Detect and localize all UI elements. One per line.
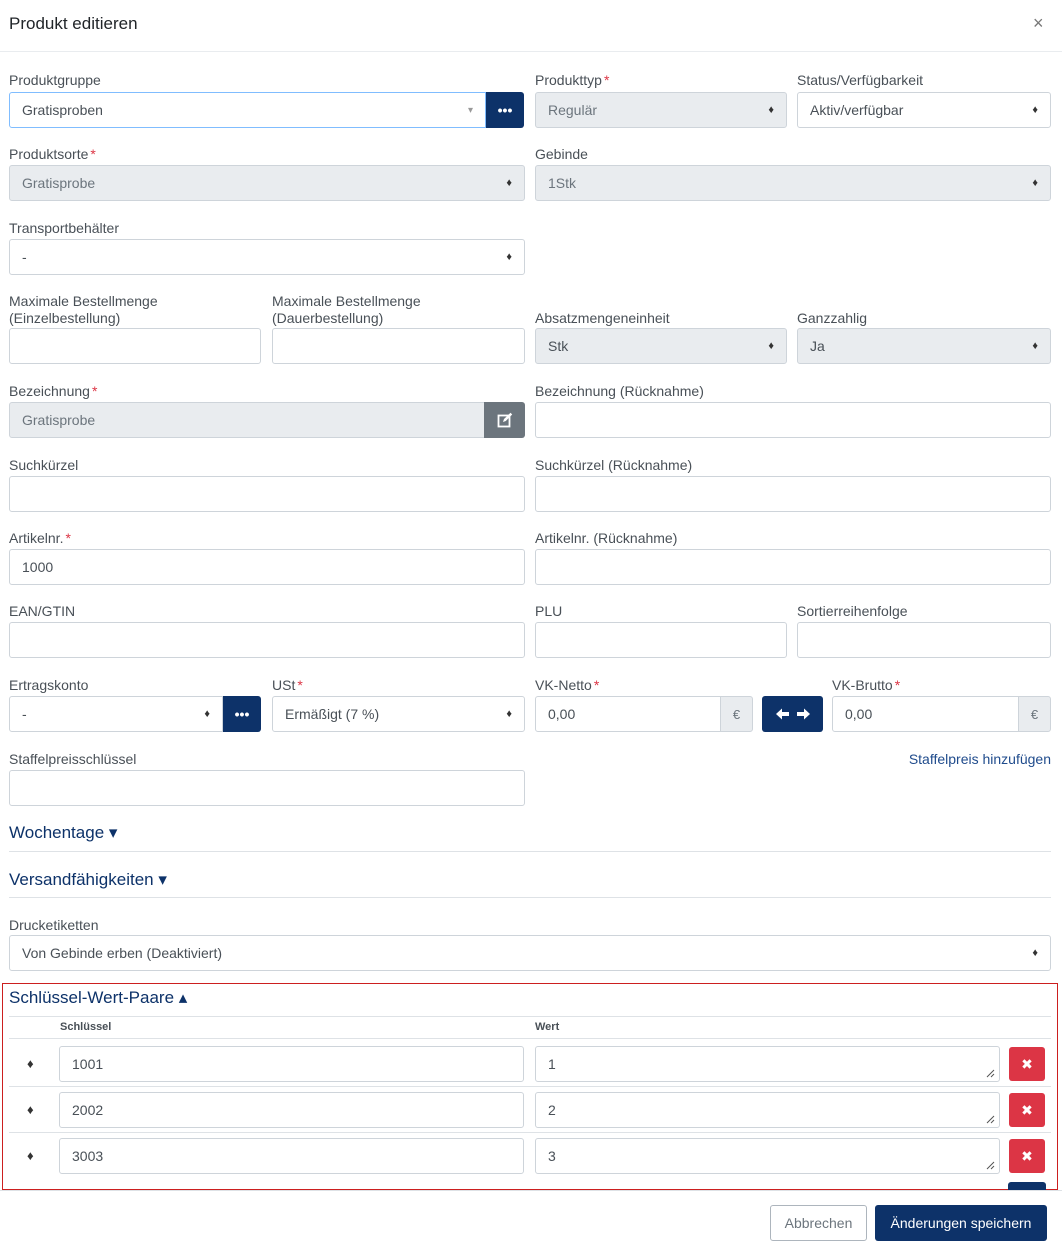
- gebinde-value: 1Stk: [548, 175, 577, 191]
- kv-key-value: 1001: [72, 1056, 104, 1072]
- save-button[interactable]: Änderungen speichern: [875, 1205, 1047, 1241]
- drag-handle-icon[interactable]: ♦: [27, 1148, 34, 1163]
- produkttyp-label: Produkttyp *: [535, 72, 610, 88]
- staffel-label: Staffelpreisschlüssel: [9, 751, 137, 767]
- plu-input[interactable]: [535, 622, 787, 658]
- produkttyp-select[interactable]: [535, 92, 787, 128]
- kv-header-value: Wert: [535, 1021, 560, 1033]
- gebinde-label: Gebinde: [535, 146, 588, 162]
- delete-row-button[interactable]: [1009, 1047, 1045, 1081]
- delete-row-button[interactable]: [1009, 1139, 1045, 1173]
- kv-key-input[interactable]: [59, 1138, 524, 1174]
- produktgruppe-value: Gratisproben: [22, 102, 103, 118]
- delete-row-button[interactable]: [1009, 1093, 1045, 1127]
- resize-handle-icon[interactable]: [986, 1161, 995, 1170]
- resize-handle-icon[interactable]: [986, 1115, 995, 1124]
- transportbehaelter-select[interactable]: [9, 239, 525, 275]
- ertragskonto-select[interactable]: [9, 696, 223, 732]
- suchkuerzel-input[interactable]: [9, 476, 525, 512]
- kv-value-input[interactable]: [535, 1046, 1000, 1082]
- sort-icon: ♦: [768, 104, 774, 116]
- ean-input[interactable]: [9, 622, 525, 658]
- bezeichnung-ruecknahme-input[interactable]: [535, 402, 1051, 438]
- status-select[interactable]: [797, 92, 1051, 128]
- add-row-button[interactable]: [1008, 1182, 1046, 1190]
- kv-value-input[interactable]: [535, 1138, 1000, 1174]
- ust-label: USt *: [272, 677, 303, 693]
- close-icon: ✖: [1021, 1147, 1033, 1164]
- vk-netto-currency: €: [720, 696, 753, 732]
- ganzzahlig-select[interactable]: [797, 328, 1051, 364]
- kv-key-value: 2002: [72, 1102, 104, 1118]
- plu-label: PLU: [535, 603, 563, 619]
- suchkuerzel-ruecknahme-label: Suchkürzel (Rücknahme): [535, 457, 693, 473]
- chevron-down-icon: ▾: [467, 104, 473, 116]
- divider: [9, 1086, 1051, 1087]
- edit-icon: [497, 412, 513, 428]
- ertragskonto-label: Ertragskonto: [9, 677, 89, 693]
- absatzmengeneinheit-value: Stk: [548, 338, 569, 354]
- ust-value: Ermäßigt (7 %): [285, 706, 380, 722]
- absatzmengeneinheit-label: Absatzmengeneinheit: [535, 310, 670, 326]
- ganzzahlig-label: Ganzzahlig: [797, 310, 868, 326]
- kv-key-input[interactable]: [59, 1092, 524, 1128]
- status-label: Status/Verfügbarkeit: [797, 72, 924, 88]
- kv-key-value: 3003: [72, 1148, 104, 1164]
- sortierreihenfolge-label: Sortierreihenfolge: [797, 603, 908, 619]
- sort-icon: ♦: [506, 177, 512, 189]
- staffelpreis-hinzufuegen-link[interactable]: Staffelpreis hinzufügen: [908, 751, 1051, 767]
- convert-price-button[interactable]: [762, 696, 823, 732]
- sortierreihenfolge-input[interactable]: [797, 622, 1051, 658]
- vk-brutto-value: 0,00: [845, 706, 873, 722]
- resize-handle-icon[interactable]: [986, 1069, 995, 1078]
- transportbehaelter-label: Transportbehälter: [9, 220, 119, 236]
- bezeichnung-ruecknahme-label: Bezeichnung (Rücknahme): [535, 383, 704, 399]
- kv-toggle[interactable]: Schlüssel-Wert-Paare ▴: [9, 988, 188, 1007]
- close-icon: ✖: [1021, 1101, 1033, 1118]
- suchkuerzel-label: Suchkürzel: [9, 457, 79, 473]
- produktgruppe-label: Produktgruppe: [9, 72, 101, 88]
- footer-divider: [0, 1190, 1062, 1191]
- artikelnr-value: 1000: [22, 559, 54, 575]
- vk-brutto-input[interactable]: [832, 696, 1019, 732]
- artikelnr-input[interactable]: [9, 549, 525, 585]
- staffel-input[interactable]: [9, 770, 525, 806]
- kv-value-value: 3: [548, 1148, 556, 1164]
- max-dauer-input[interactable]: [272, 328, 525, 364]
- status-value: Aktiv/verfügbar: [810, 102, 904, 118]
- divider: [9, 897, 1051, 898]
- divider: [9, 1132, 1051, 1133]
- bezeichnung-value: Gratisprobe: [22, 412, 96, 428]
- drucketiketten-select[interactable]: [9, 935, 1051, 971]
- ust-select[interactable]: [272, 696, 525, 732]
- max-dauer-label: Maximale Bestellmenge (Dauerbestellung): [272, 293, 421, 326]
- divider: [9, 1038, 1051, 1039]
- kv-key-input[interactable]: [59, 1046, 524, 1082]
- bezeichnung-label: Bezeichnung *: [9, 383, 98, 399]
- vk-netto-input[interactable]: [535, 696, 721, 732]
- absatzmengeneinheit-select[interactable]: [535, 328, 787, 364]
- bezeichnung-input[interactable]: [9, 402, 485, 438]
- sort-icon: ♦: [1032, 104, 1038, 116]
- drucketiketten-value: Von Gebinde erben (Deaktiviert): [22, 945, 222, 961]
- vk-brutto-currency: €: [1018, 696, 1051, 732]
- vk-netto-label: VK-Netto *: [535, 677, 600, 693]
- sort-icon: ♦: [506, 708, 512, 720]
- artikelnr-label: Artikelnr. *: [9, 530, 71, 546]
- close-icon[interactable]: ×: [1033, 13, 1044, 33]
- sort-icon: ♦: [768, 340, 774, 352]
- produktsorte-value: Gratisprobe: [22, 175, 96, 191]
- produkttyp-value: Regulär: [548, 102, 598, 118]
- kv-value-value: 1: [548, 1056, 556, 1072]
- sort-icon: ♦: [1032, 947, 1038, 959]
- ean-label: EAN/GTIN: [9, 603, 76, 619]
- sort-icon: ♦: [1032, 340, 1038, 352]
- ertragskonto-value: -: [22, 706, 27, 722]
- artikelnr-ruecknahme-label: Artikelnr. (Rücknahme): [535, 530, 678, 546]
- versand-toggle[interactable]: Versandfähigkeiten ▾: [9, 870, 167, 889]
- wochentage-toggle[interactable]: Wochentage ▾: [9, 823, 118, 842]
- produktgruppe-more-button[interactable]: •••: [486, 92, 524, 128]
- close-icon: ✖: [1021, 1055, 1033, 1072]
- sort-icon: ♦: [506, 251, 512, 263]
- drucketiketten-label: Drucketiketten: [9, 917, 99, 933]
- produktsorte-label: Produktsorte *: [9, 146, 96, 162]
- dialog-title: Produkt editieren: [9, 14, 138, 33]
- drag-handle-icon[interactable]: ♦: [27, 1102, 34, 1117]
- ganzzahlig-value: Ja: [810, 338, 825, 354]
- drag-handle-icon[interactable]: ♦: [27, 1056, 34, 1071]
- kv-value-input[interactable]: [535, 1092, 1000, 1128]
- gebinde-select[interactable]: [535, 165, 1051, 201]
- produktgruppe-select[interactable]: [9, 92, 486, 128]
- divider: [9, 1016, 1051, 1017]
- kv-header-key: Schlüssel: [60, 1021, 112, 1033]
- arrows-left-right-icon: [776, 708, 810, 720]
- ertragskonto-more-button[interactable]: •••: [223, 696, 261, 732]
- kv-value-value: 2: [548, 1102, 556, 1118]
- cancel-button[interactable]: Abbrechen: [770, 1205, 867, 1241]
- produktsorte-select[interactable]: [9, 165, 525, 201]
- transportbehaelter-value: -: [22, 249, 27, 265]
- sort-icon: ♦: [1032, 177, 1038, 189]
- max-einzel-input[interactable]: [9, 328, 261, 364]
- dialog-header: [0, 0, 1062, 52]
- divider: [9, 851, 1051, 852]
- suchkuerzel-ruecknahme-input[interactable]: [535, 476, 1051, 512]
- vk-netto-value: 0,00: [548, 706, 576, 722]
- vk-brutto-label: VK-Brutto *: [832, 677, 901, 693]
- sort-icon: ♦: [204, 708, 210, 720]
- artikelnr-ruecknahme-input[interactable]: [535, 549, 1051, 585]
- edit-button[interactable]: [484, 402, 525, 438]
- max-einzel-label: Maximale Bestellmenge (Einzelbestellung): [9, 293, 158, 326]
